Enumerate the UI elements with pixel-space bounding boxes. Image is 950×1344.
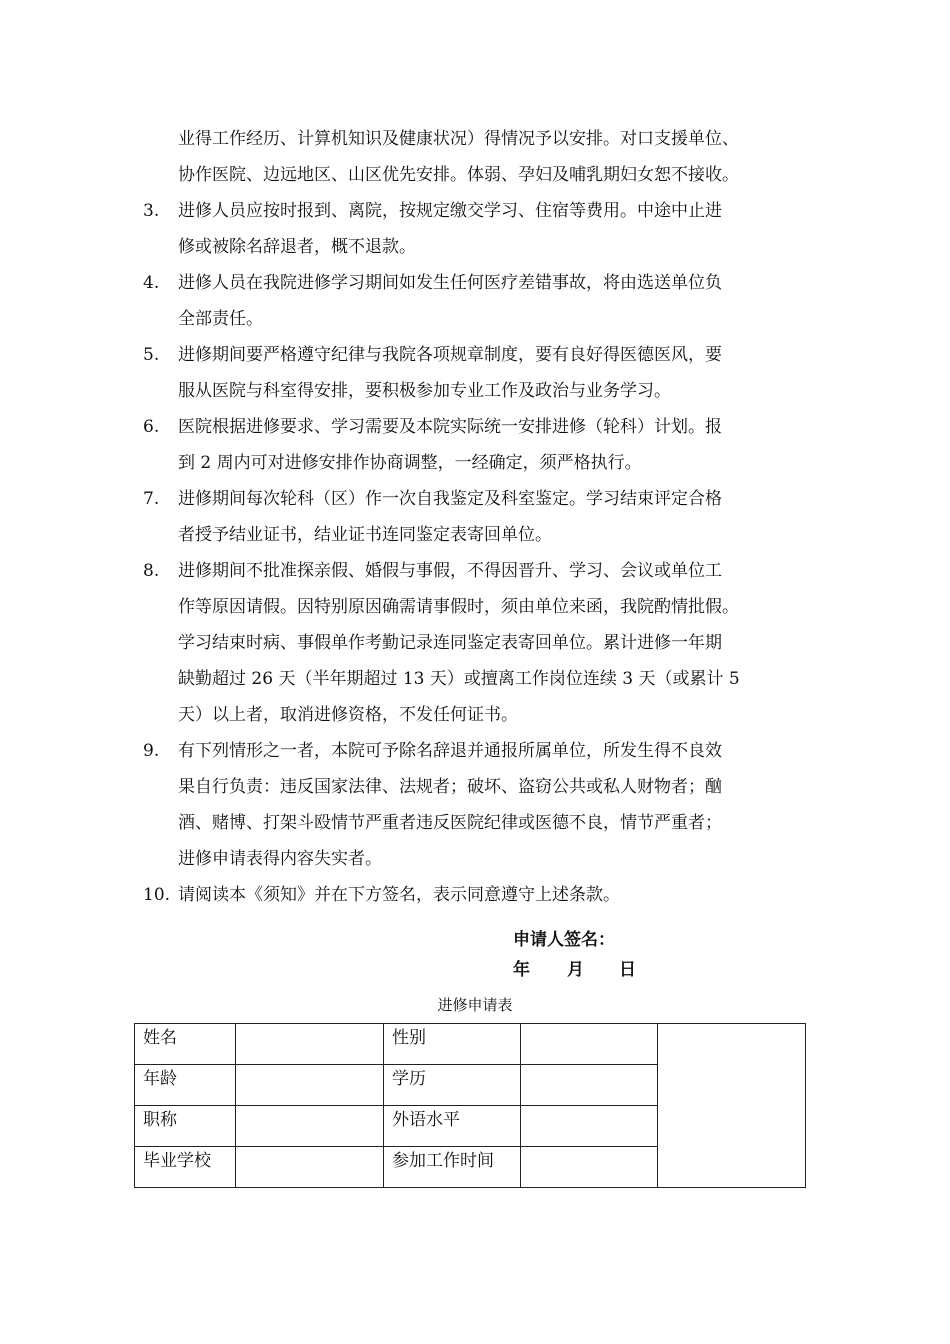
item-number: 10. xyxy=(143,885,171,905)
text-line: 作等原因请假。因特别原因确需请事假时，须由单位来函，我院酌情批假。 xyxy=(178,597,739,617)
field-value-work-start[interactable] xyxy=(521,1147,658,1188)
field-value-name[interactable] xyxy=(236,1024,384,1065)
list-item xyxy=(143,409,828,481)
list-item xyxy=(143,481,828,553)
field-label-gender: 性别 xyxy=(384,1024,521,1065)
list-item xyxy=(143,733,828,877)
field-value-title[interactable] xyxy=(236,1106,384,1147)
field-label-age: 年龄 xyxy=(135,1065,236,1106)
field-label-school: 毕业学校 xyxy=(135,1147,236,1188)
item-number: 5. xyxy=(143,345,160,365)
field-label-title: 职称 xyxy=(135,1106,236,1147)
text-line: 缺勤超过 26 天（半年期超过 13 天）或擅离工作岗位连续 3 天（或累计 5 xyxy=(178,669,740,689)
item-number: 3. xyxy=(143,201,160,221)
list-item xyxy=(143,553,828,733)
item-number: 8. xyxy=(143,561,160,581)
text-line: 业得工作经历、计算机知识及健康状况）得情况予以安排。对口支援单位、 xyxy=(178,129,739,149)
text-line: 全部责任。 xyxy=(178,309,263,329)
text-line: 果自行负责：违反国家法律、法规者；破坏、盗窃公共或私人财物者；酗 xyxy=(178,777,722,797)
item-number: 4. xyxy=(143,273,160,293)
text-line: 学习结束时病、事假单作考勤记录连同鉴定表寄回单位。累计进修一年期 xyxy=(178,633,722,653)
text-line: 进修人员应按时报到、离院，按规定缴交学习、住宿等费用。中途中止进 xyxy=(178,201,722,221)
text-line: 者授予结业证书，结业证书连同鉴定表寄回单位。 xyxy=(178,525,552,545)
date-month-label: 月 xyxy=(567,960,584,980)
text-line: 到 2 周内可对进修安排作协商调整，一经确定，须严格执行。 xyxy=(178,453,642,473)
field-value-education[interactable] xyxy=(521,1065,658,1106)
item-number: 7. xyxy=(143,489,160,509)
text-line: 酒、赌博、打架斗殴情节严重者违反医院纪律或医德不良，情节严重者； xyxy=(178,813,722,833)
text-line: 修或被除名辞退者，概不退款。 xyxy=(178,237,416,257)
signature-date xyxy=(513,955,636,985)
text-line: 协作医院、边远地区、山区优先安排。体弱、孕妇及哺乳期妇女恕不接收。 xyxy=(178,165,739,185)
list-item xyxy=(143,337,828,409)
form-title: 进修申请表 xyxy=(437,996,513,1014)
text-line: 有下列情形之一者，本院可予除名辞退并通报所属单位，所发生得不良效 xyxy=(178,741,722,761)
item-number: 6. xyxy=(143,417,160,437)
continuation-paragraph xyxy=(178,121,828,193)
text-line: 服从医院与科室得安排，要积极参加专业工作及政治与业务学习。 xyxy=(178,381,671,401)
text-line: 进修申请表得内容失实者。 xyxy=(178,849,382,869)
item-number: 9. xyxy=(143,741,160,761)
rules-list xyxy=(143,193,828,913)
photo-cell xyxy=(658,1024,806,1188)
table-row xyxy=(135,1024,806,1065)
text-line: 进修期间要严格遵守纪律与我院各项规章制度，要有良好得医德医风，要 xyxy=(178,345,722,365)
date-day-label: 日 xyxy=(619,960,636,980)
text-line: 天）以上者，取消进修资格，不发任何证书。 xyxy=(178,705,518,725)
application-form-table xyxy=(134,1023,806,1188)
list-item xyxy=(143,193,828,265)
text-line: 请阅读本《须知》并在下方签名，表示同意遵守上述条款。 xyxy=(178,885,620,905)
field-label-work-start: 参加工作时间 xyxy=(384,1147,521,1188)
text-line: 进修期间不批准探亲假、婚假与事假，不得因晋升、学习、会议或单位工 xyxy=(178,561,722,581)
date-year-label: 年 xyxy=(513,960,530,980)
field-value-foreign-language[interactable] xyxy=(521,1106,658,1147)
list-item xyxy=(143,265,828,337)
field-value-age[interactable] xyxy=(236,1065,384,1106)
applicant-signature-label: 申请人签名： xyxy=(513,930,615,950)
field-label-name: 姓名 xyxy=(135,1024,236,1065)
field-value-gender[interactable] xyxy=(521,1024,658,1065)
text-line: 进修人员在我院进修学习期间如发生任何医疗差错事故，将由选送单位负 xyxy=(178,273,722,293)
text-line: 进修期间每次轮科（区）作一次自我鉴定及科室鉴定。学习结束评定合格 xyxy=(178,489,722,509)
list-item xyxy=(143,877,828,913)
text-line: 医院根据进修要求、学习需要及本院实际统一安排进修（轮科）计划。报 xyxy=(178,417,722,437)
field-label-foreign-language: 外语水平 xyxy=(384,1106,521,1147)
field-value-school[interactable] xyxy=(236,1147,384,1188)
field-label-education: 学历 xyxy=(384,1065,521,1106)
